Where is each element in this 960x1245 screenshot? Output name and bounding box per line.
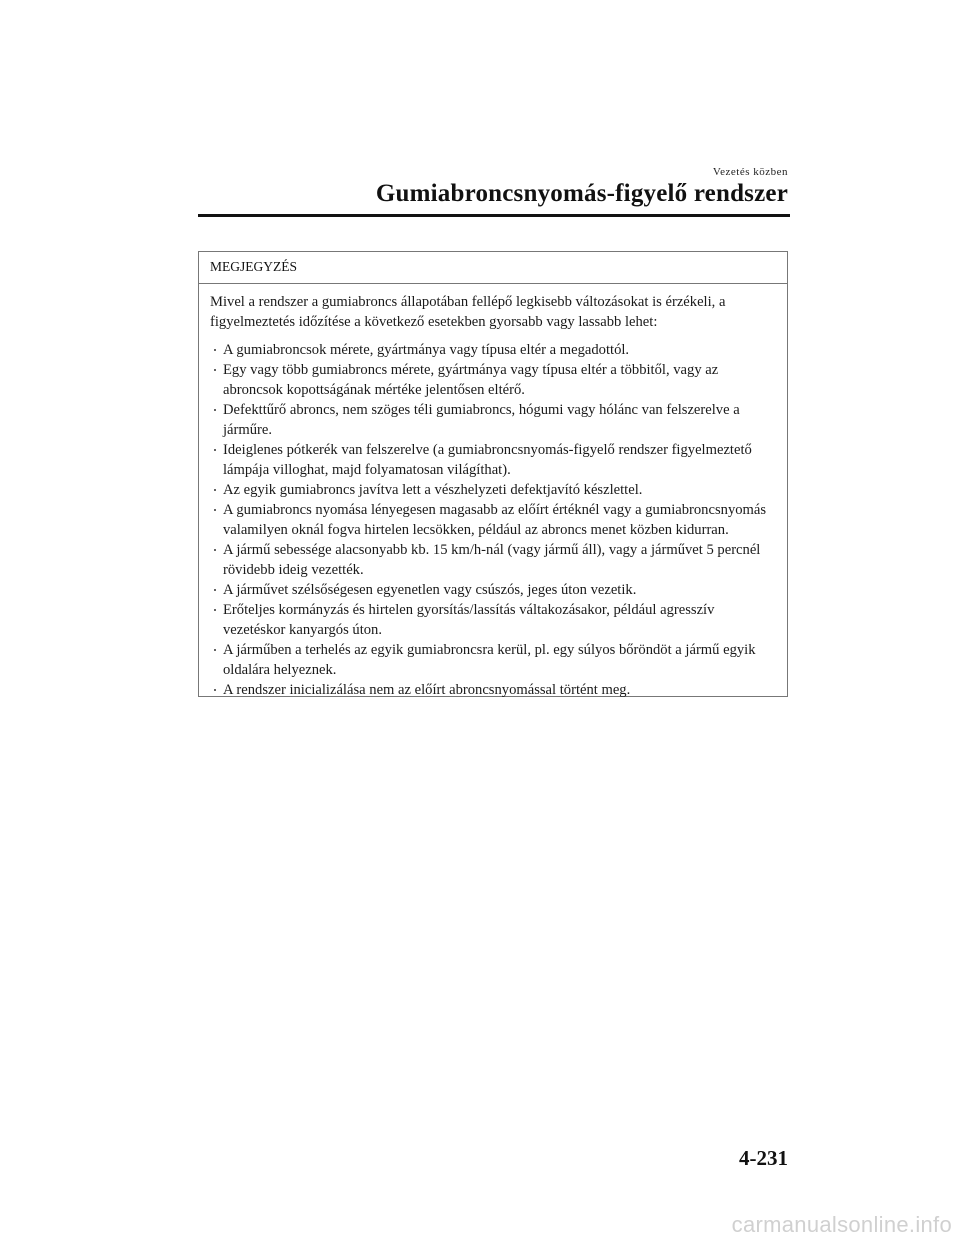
bullet-dot-icon (214, 349, 216, 351)
bullet-dot-icon (214, 549, 216, 551)
list-item (210, 500, 776, 540)
list-item-text: Egy vagy több gumiabroncs mérete, gyártmánya vagy típusa eltér a többitől, vagy az abroncsok kopottságának mértéke jelentősen eltérő. (223, 362, 719, 398)
page-number: 4-231 (739, 1146, 788, 1170)
list-item (210, 480, 776, 500)
list-item (210, 680, 776, 700)
list-item-text: Az egyik gumiabroncs javítva lett a vészhelyzeti defektjavító készlettel. (223, 482, 643, 498)
bullet-list (210, 340, 776, 700)
list-item (210, 600, 776, 640)
note-body (199, 284, 787, 700)
list-item (210, 400, 776, 440)
list-item (210, 580, 776, 600)
list-item (210, 340, 776, 360)
bullet-dot-icon (214, 489, 216, 491)
bullet-dot-icon (214, 409, 216, 411)
list-item-text: A járműben a terhelés az egyik gumiabroncsra kerül, pl. egy súlyos bőröndöt a jármű egyik oldalára helyeznek. (223, 642, 756, 678)
title-rule (198, 214, 790, 217)
bullet-dot-icon (214, 689, 216, 691)
section-label: Vezetés közben (712, 166, 788, 178)
list-item-text: Defekttűrő abroncs, nem szöges téli gumiabroncs, hógumi vagy hólánc van felszerelve a járműre. (223, 402, 740, 438)
bullet-dot-icon (214, 449, 216, 451)
note-intro: Mivel a rendszer a gumiabroncs állapotában fellépő legkisebb változásokat is érzékeli, a figyelmeztetés időzítése a következő esetekben gyorsabb vagy lassabb lehet: (210, 294, 726, 330)
list-item-text: A jármű sebessége alacsonyabb kb. 15 km/h-nál (vagy jármű áll), vagy a járművet 5 percnél rövidebb ideig vezették. (223, 542, 761, 578)
bullet-dot-icon (214, 649, 216, 651)
list-item (210, 540, 776, 580)
list-item-text: Erőteljes kormányzás és hirtelen gyorsítás/lassítás váltakozásakor, például agresszív vezetéskor kanyargós úton. (223, 602, 715, 638)
bullet-dot-icon (214, 369, 216, 371)
list-item-text: Ideiglenes pótkerék van felszerelve (a gumiabroncsnyomás-figyelő rendszer figyelmeztető lámpája villoghat, majd folyamatosan világíthat). (223, 442, 752, 478)
list-item (210, 360, 776, 400)
page-title: Gumiabroncsnyomás-figyelő rendszer (375, 180, 788, 207)
list-item-text: A gumiabroncsok mérete, gyártmánya vagy típusa eltér a megadottól. (223, 342, 630, 358)
bullet-dot-icon (214, 609, 216, 611)
bullet-dot-icon (214, 509, 216, 511)
note-box (198, 251, 788, 697)
list-item (210, 440, 776, 480)
watermark-link[interactable]: carmanualsonline.info (731, 1212, 952, 1237)
list-item (210, 640, 776, 680)
note-heading: MEGJEGYZÉS (199, 252, 787, 284)
list-item-text: A járművet szélsőségesen egyenetlen vagy csúszós, jeges úton vezetik. (223, 582, 637, 598)
bullet-dot-icon (214, 589, 216, 591)
list-item-text: A rendszer inicializálása nem az előírt abroncsnyomással történt meg. (223, 682, 631, 698)
list-item-text: A gumiabroncs nyomása lényegesen magasabb az előírt értéknél vagy a gumiabroncsnyomás valamilyen oknál fogva hirtelen lecsökken, például az abroncs menet közben kidurran. (223, 502, 767, 538)
